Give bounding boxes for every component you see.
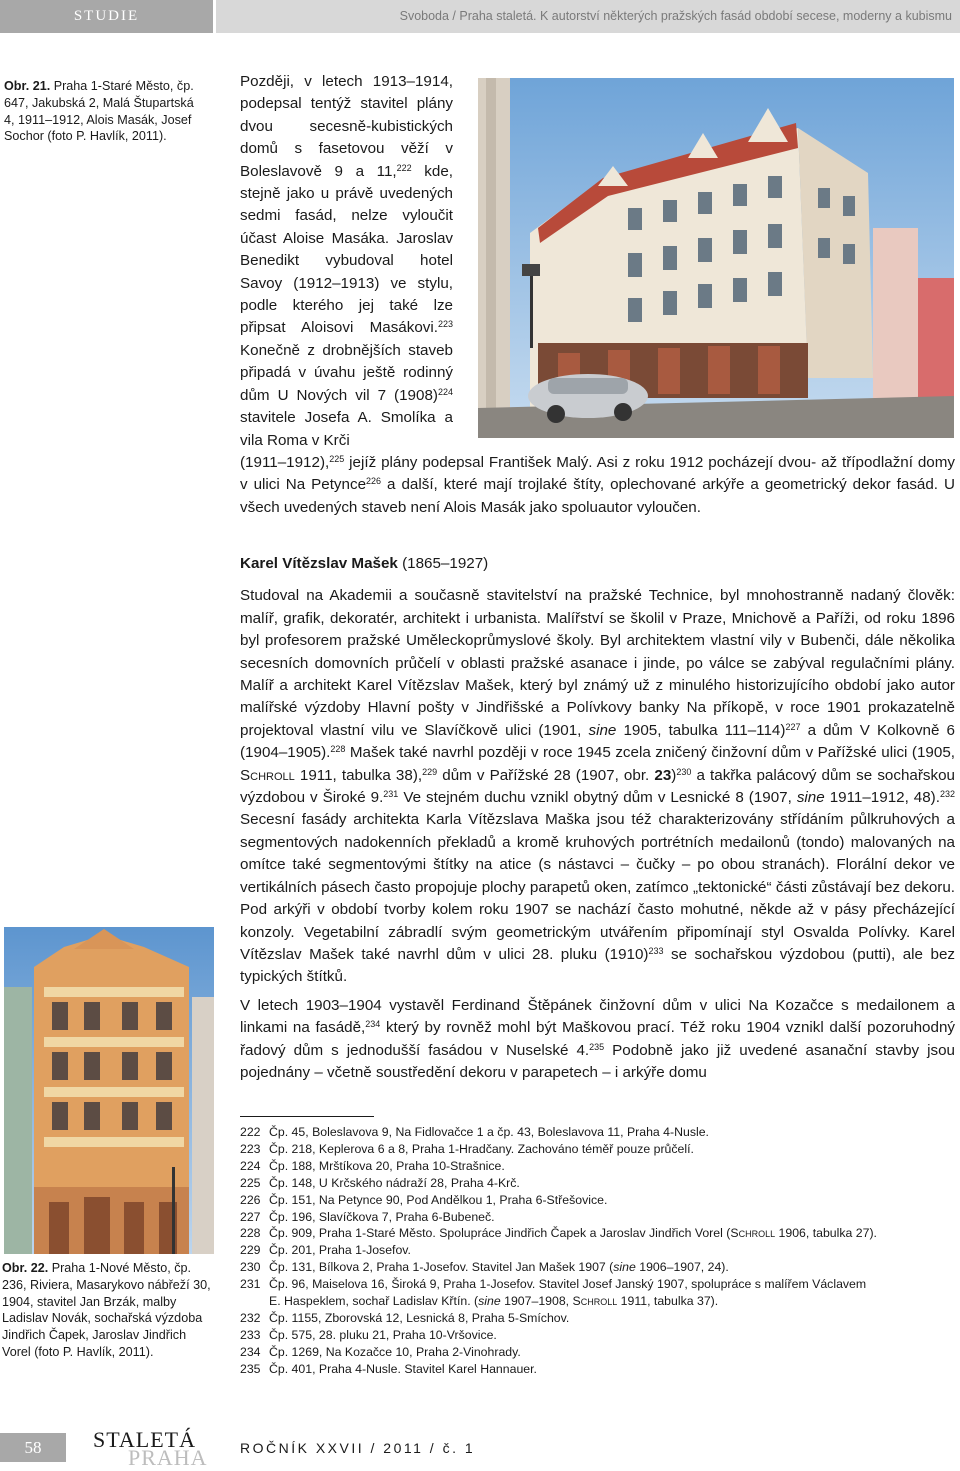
caption-text: Praha 1-Nové Město, čp. 236, Riviera, Masarykovo nábřeží 30, 1904, stavitel Jan Brzák, malby Ladislav Novák, sochařská výzdoba Jindřich Čapek, Jaroslav Jindřich Vorel (foto P. Havlík, 2011). — [2, 1261, 211, 1359]
running-title: Svoboda / Praha staletá. K autorství některých pražských fasád období secese, moderny a kubismu — [399, 9, 952, 23]
masek-paragraph-2: V letech 1903–1904 vystavěl Ferdinand Štěpánek činžovní dům v ulici Na Kozačce s medailonem a linkami na fasádě,$^{234}$ který by rovněž mohl být Maškovou prací. Též roku 1904 vznikl další pozoruhodný řadový dům s jednodušší fasádou v Nuselské 4.$^{235}$ Podobně jako již uvedené asanační stavby jsou pojednány – včetně soustředění dekoru v parapetech – i arkýře domu — [240, 996, 955, 1081]
caption-fig-21 — [4, 78, 204, 145]
building-photo-street — [478, 78, 954, 438]
footnote: 227 Čp. 196, Slavíčkova 7, Praha 6-Bubeneč. — [240, 1209, 495, 1224]
footnote: 222 Čp. 45, Boleslavova 9, Na Fidlovačce 1 a čp. 43, Boleslavova 11, Praha 4-Nusle. — [240, 1125, 709, 1139]
caption-fig-22 — [2, 1260, 216, 1361]
footnote: 225 Čp. 148, U Krčského nádraží 28, Praha 4-Krč. — [240, 1175, 520, 1190]
footnote-ref: 224 — [437, 386, 453, 397]
running-header — [216, 0, 960, 33]
footnote: 224 Čp. 188, Mrštíkova 20, Praha 10-Strašnice. — [240, 1158, 505, 1173]
footnote: 235 Čp. 401, Praha 4-Nusle. Stavitel Karel Hannauer. — [240, 1361, 537, 1376]
caption-label: Obr. 21. — [4, 79, 51, 93]
footnote: 229 Čp. 201, Praha 1-Josefov. — [240, 1243, 411, 1258]
footnote: 228 Čp. 909, Praha 1-Staré Město. Spolupráce Jindřich Čapek a Jaroslav Jindřich Vorel (Schroll 1906, tabulka 27). — [240, 1226, 877, 1241]
architect-name: Karel Vítězslav Mašek — [240, 555, 398, 572]
masek-paragraph-1: Studoval na Akademii a současně stavitelství na pražské Technice, byl mnohostranně nadaný člověk: malíř, grafik, dekoratér, architekt i urbanista. Malířství se školil v Praze, Mnichově a Paříži, od roku 1896 byl profesorem pražské Uměleckoprůmyslové školy. Byl architektem vlastní vily v Bubenči, dále několika secesních domovních průčelí v oblasti pražské asanace i jinde, po válce se zabýval regulačními plány. Malíř a architekt Karel Vítězslav Mašek, který byl známý už z minulého historizujícího období jako autor malířské výzdoby Hlavní pošty v Jindřišské a Polívkovy banky Na příkopě, v roce 1901 prokazatelně projektoval vlastní vilu ve Slavíčkově ulici (1901, sine 1905, tabulka 111–114)$^{227}$ a dům V Kolkovně 6 (1904–1905).$^{228}$ Mašek také navrhl později v roce 1945 zcela zničený činžovní dům v Pařížské ulici (1905, Schroll 1911, tabulka 38),$^{229}$ dům v Pařížské 28 (1907, obr. 23)$^{230}$ a takřka palácový dům se sochařskou výzdobou v Široké 9.$^{231}$ Ve stejném duchu vznikl obytný dům v Lesnické 8 (1907, sine 1911–1912, 48).$^{232}$ Secesní fasády architekta Karla Vítězslava Maška jsou též charakterizovány střídáním půlkruhových a segmentových nadokenních překladů a kromě kruhových portrétních medailonů (tondo) malovaných na omítce také segmentovými štítky na atice (s nástavci – čučky – po obou stranách). Florální dekor ve vertikálních pásech často propojuje plochy parapetů oken, zatímco „tektonické“ části zůstávají bez dekoru. Pod arkýři v období tvorby kolem roku 1907 se nachází často mohutné, někde až v pásy přecházející konzoly. Vegetabilní zábradlí svým geometrickým utvářením připomínají styl Osvalda Polívky. Karel Vítězslav Mašek také navrhl dům v ulici 28. pluku $(1910)^{233}$ se sochařskou výzdobou (putti), ale bez typických štítků. — [240, 587, 955, 986]
footnote-ref: 226 — [366, 476, 382, 487]
footnote: 226 Čp. 151, Na Petynce 90, Pod Andělkou 1, Praha 6-Střešovice. — [240, 1192, 608, 1207]
building-photo-riviera — [4, 927, 214, 1254]
photo-fig-22 — [4, 927, 214, 1254]
caption-text: Praha 1-Staré Město, čp. 647, Jakubská 2, Malá Štupartská 4, 1911–1912, Alois Masák, Josef Sochor (foto P. Havlík, 2011). — [4, 79, 194, 144]
section-heading — [240, 553, 955, 575]
footnote-continuation: E. Haspeklem, sochař Ladislav Křtín. (sine 1907–1908, Schroll 1911, tabulka 37). — [269, 1294, 719, 1309]
page-number: 58 — [24, 1438, 42, 1457]
intro-paragraph-end: (1911–1912),$^{225}$ jejíž plány podepsal František Malý. Asi z roku 1912 pocházejí dvou- až třípodlažní domy v ulici Na Petynce$^{226}$ a další, které mají trojlaké štíty, oplechované arkýře a geometrický dekor fasád. U všech uvedených staveb není Alois Masák jako spoluautor vyloučen. — [240, 454, 955, 516]
logo-line-2: PRAHA — [128, 1445, 208, 1470]
footnote-rule — [240, 1116, 374, 1117]
footnote: 234 Čp. 1269, Na Kozačce 10, Praha 2-Vinohrady. — [240, 1344, 521, 1359]
footnote-ref: 223 — [437, 319, 453, 330]
photo-fig-21 — [478, 78, 954, 438]
footnotes — [240, 1124, 955, 1378]
page-number-box — [0, 1433, 66, 1462]
footnote-ref: 222 — [396, 162, 412, 173]
issue-label: ROČNÍK XXVII / 2011 / č. 1 — [240, 1440, 476, 1456]
intro-continuation — [240, 452, 955, 519]
footnote: 233 Čp. 575, 28. pluku 21, Praha 10-Vršovice. — [240, 1327, 497, 1342]
footnote: 223 Čp. 218, Keplerova 6 a 8, Praha 1-Hradčany. Zachováno téměř pouze průčelí. — [240, 1141, 694, 1156]
masek-section — [240, 553, 955, 1084]
logo-line-1: STALETÁ — [93, 1427, 197, 1452]
architect-years: (1865–1927) — [397, 555, 489, 572]
footnote: 230 Čp. 131, Bílkova 2, Praha 1-Josefov. Stavitel Jan Mašek 1907 (sine 1906–1907, 24). — [240, 1260, 729, 1275]
section-label: STUDIE — [73, 8, 140, 24]
footnote: 231 Čp. 96, Maiselova 16, Široká 9, Praha 1-Josefov. Stavitel Josef Janský 1907, spolupráce s malířem Václavem — [240, 1277, 867, 1292]
footnote-ref: 225 — [329, 454, 345, 464]
caption-label: Obr. 22. — [2, 1261, 49, 1275]
section-tab — [0, 0, 213, 33]
intro-paragraph: Později, v letech 1913–1914, podepsal tentýž stavitel plány dvou secesně-kubistických domů s fasetovou věží v Boleslavově 9 a 11,$^{222}$ kde, stejně jako u právě uvedených sedmi fasád, nelze vyloučit účast Aloise Masáka. Jaroslav Benedikt vybudoval hotel Savoy (1912–1913) ve stylu, podle kterého jej také lze připsat Aloisovi Masákovi.$^{223}$ Konečně z drobnějších staveb připadá v úvahu ještě rodinný dům U Nových vil 7 $(1908)^{224}$ stavitele Josefa A. Smolíka a vila Roma v Krči — [240, 73, 453, 449]
footnote: 232 Čp. 1155, Zborovská 12, Lesnická 8, Praha 5-Smíchov. — [240, 1310, 570, 1325]
figure-ref: 23 — [654, 766, 672, 784]
intro-column — [240, 71, 453, 452]
